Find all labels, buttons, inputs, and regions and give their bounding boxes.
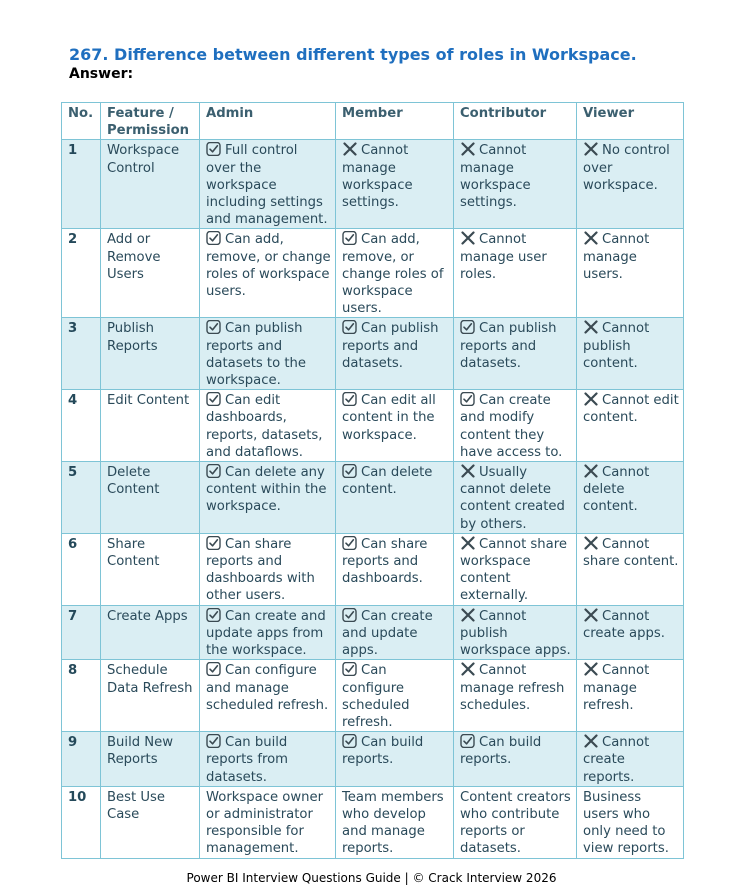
contributor-permission-text: Cannot publish workspace apps. bbox=[460, 608, 571, 659]
admin-permission-text: Can configure and manage scheduled refresh. bbox=[206, 663, 329, 713]
row-number: 3 bbox=[62, 318, 101, 390]
check-box-icon bbox=[342, 392, 358, 406]
table-row bbox=[62, 318, 684, 390]
viewer-permission-text: Cannot publish content. bbox=[583, 321, 650, 371]
header-admin: Admin bbox=[200, 103, 336, 140]
row-number: 10 bbox=[62, 786, 101, 858]
contributor-permission-text: Cannot manage user roles. bbox=[460, 232, 547, 282]
cross-icon bbox=[583, 662, 599, 676]
contributor-cell bbox=[454, 390, 577, 462]
viewer-cell bbox=[577, 605, 684, 660]
viewer-permission-text: Cannot manage refresh. bbox=[583, 663, 650, 713]
viewer-permission-text: Cannot share content. bbox=[583, 536, 679, 570]
viewer-cell bbox=[577, 533, 684, 605]
check-box-icon bbox=[206, 392, 222, 406]
check-box-icon bbox=[206, 734, 222, 748]
check-box-icon bbox=[342, 536, 358, 550]
member-cell bbox=[336, 318, 454, 390]
check-box-icon bbox=[206, 608, 222, 622]
table-row bbox=[62, 390, 684, 462]
member-permission-text: Can delete content. bbox=[342, 465, 433, 498]
table-row bbox=[62, 786, 684, 858]
member-cell bbox=[336, 786, 454, 858]
contributor-cell bbox=[454, 229, 577, 318]
row-number: 5 bbox=[62, 462, 101, 534]
admin-cell bbox=[200, 732, 336, 787]
contributor-cell bbox=[454, 462, 577, 534]
contributor-permission-text: Content creators who contribute reports or datasets. bbox=[460, 789, 571, 857]
admin-permission-text: Workspace owner or administrator responsible for management. bbox=[206, 789, 324, 857]
admin-cell bbox=[200, 462, 336, 534]
answer-label: Answer: bbox=[69, 66, 134, 82]
check-box-icon bbox=[342, 608, 358, 622]
table-row bbox=[62, 140, 684, 229]
cross-icon bbox=[583, 536, 599, 550]
feature-cell: Delete Content bbox=[101, 462, 200, 534]
cross-icon bbox=[583, 142, 599, 156]
member-cell bbox=[336, 390, 454, 462]
cross-icon bbox=[460, 464, 476, 478]
table-row bbox=[62, 732, 684, 787]
admin-cell bbox=[200, 318, 336, 390]
viewer-permission-text: Cannot create apps. bbox=[583, 608, 665, 641]
admin-cell bbox=[200, 605, 336, 660]
viewer-cell bbox=[577, 229, 684, 318]
admin-permission-text: Can add, remove, or change roles of workspace users. bbox=[206, 232, 331, 300]
member-cell bbox=[336, 140, 454, 229]
check-box-icon bbox=[460, 392, 476, 406]
check-box-icon bbox=[342, 662, 358, 676]
admin-cell bbox=[200, 229, 336, 318]
cross-icon bbox=[460, 142, 476, 156]
admin-permission-text: Can create and update apps from the workspace. bbox=[206, 608, 326, 659]
viewer-cell bbox=[577, 318, 684, 390]
table-row bbox=[62, 533, 684, 605]
member-permission-text: Can create and update apps. bbox=[342, 608, 433, 659]
viewer-permission-text: Business users who only need to view reports. bbox=[583, 789, 669, 857]
contributor-permission-text: Can create and modify content they have access to. bbox=[460, 393, 563, 460]
cross-icon bbox=[583, 734, 599, 748]
header-no: No. bbox=[62, 103, 101, 140]
contributor-cell bbox=[454, 786, 577, 858]
admin-cell bbox=[200, 140, 336, 229]
check-box-icon bbox=[206, 536, 222, 550]
table-row bbox=[62, 605, 684, 660]
viewer-permission-text: No control over workspace. bbox=[583, 143, 670, 193]
cross-icon bbox=[460, 536, 476, 550]
header-contributor: Contributor bbox=[454, 103, 577, 140]
member-permission-text: Team members who develop and manage reports. bbox=[342, 789, 444, 857]
check-box-icon bbox=[342, 231, 358, 245]
cross-icon bbox=[583, 392, 599, 406]
row-number: 4 bbox=[62, 390, 101, 462]
member-cell bbox=[336, 229, 454, 318]
viewer-cell bbox=[577, 390, 684, 462]
member-cell bbox=[336, 605, 454, 660]
member-permission-text: Cannot manage workspace settings. bbox=[342, 143, 413, 211]
member-permission-text: Can add, remove, or change roles of workspace users. bbox=[342, 232, 444, 317]
admin-permission-text: Full control over the workspace including settings and management. bbox=[206, 143, 328, 228]
admin-permission-text: Can delete any content within the workspace. bbox=[206, 465, 327, 515]
contributor-cell bbox=[454, 660, 577, 732]
viewer-cell bbox=[577, 140, 684, 229]
member-cell bbox=[336, 533, 454, 605]
contributor-cell bbox=[454, 533, 577, 605]
roles-comparison-table bbox=[61, 102, 684, 859]
contributor-cell bbox=[454, 318, 577, 390]
viewer-cell bbox=[577, 462, 684, 534]
viewer-cell bbox=[577, 660, 684, 732]
table-row bbox=[62, 462, 684, 534]
cross-icon bbox=[460, 608, 476, 622]
admin-cell bbox=[200, 660, 336, 732]
table-row bbox=[62, 229, 684, 318]
cross-icon bbox=[583, 231, 599, 245]
admin-cell bbox=[200, 786, 336, 858]
cross-icon bbox=[583, 464, 599, 478]
header-viewer: Viewer bbox=[577, 103, 684, 140]
check-box-icon bbox=[206, 231, 222, 245]
member-permission-text: Can share reports and dashboards. bbox=[342, 536, 428, 587]
contributor-cell bbox=[454, 732, 577, 787]
feature-cell: Build New Reports bbox=[101, 732, 200, 787]
contributor-permission-text: Can build reports. bbox=[460, 735, 542, 768]
cross-icon bbox=[342, 142, 358, 156]
contributor-permission-text: Can publish reports and datasets. bbox=[460, 321, 557, 371]
cross-icon bbox=[583, 320, 599, 334]
admin-cell bbox=[200, 390, 336, 462]
row-number: 2 bbox=[62, 229, 101, 318]
cross-icon bbox=[460, 231, 476, 245]
member-permission-text: Can edit all content in the workspace. bbox=[342, 393, 436, 443]
table-header-row bbox=[62, 103, 684, 140]
check-box-icon bbox=[206, 662, 222, 676]
check-box-icon bbox=[460, 734, 476, 748]
member-permission-text: Can build reports. bbox=[342, 735, 424, 768]
check-box-icon bbox=[206, 320, 222, 334]
admin-permission-text: Can share reports and dashboards with other users. bbox=[206, 536, 315, 604]
row-number: 7 bbox=[62, 605, 101, 660]
member-permission-text: Can configure scheduled refresh. bbox=[342, 663, 410, 730]
cross-icon bbox=[460, 662, 476, 676]
contributor-cell bbox=[454, 605, 577, 660]
feature-cell: Best Use Case bbox=[101, 786, 200, 858]
page-footer: Power BI Interview Questions Guide | © Crack Interview 2026 bbox=[186, 871, 557, 885]
admin-permission-text: Can edit dashboards, reports, datasets, and dataflows. bbox=[206, 393, 323, 460]
feature-cell: Publish Reports bbox=[101, 318, 200, 390]
viewer-permission-text: Cannot manage users. bbox=[583, 232, 650, 282]
row-number: 9 bbox=[62, 732, 101, 787]
viewer-permission-text: Cannot delete content. bbox=[583, 465, 650, 515]
table-row bbox=[62, 660, 684, 732]
contributor-permission-text: Cannot manage workspace settings. bbox=[460, 143, 531, 211]
feature-cell: Workspace Control bbox=[101, 140, 200, 229]
check-box-icon bbox=[342, 464, 358, 478]
contributor-permission-text: Usually cannot delete content created by others. bbox=[460, 465, 565, 532]
row-number: 1 bbox=[62, 140, 101, 229]
feature-cell: Create Apps bbox=[101, 605, 200, 660]
viewer-cell bbox=[577, 732, 684, 787]
contributor-cell bbox=[454, 140, 577, 229]
cross-icon bbox=[583, 608, 599, 622]
question-title: 267. Difference between different types of roles in Workspace. bbox=[69, 45, 637, 64]
viewer-cell bbox=[577, 786, 684, 858]
viewer-permission-text: Cannot edit content. bbox=[583, 393, 679, 426]
check-box-icon bbox=[206, 464, 222, 478]
feature-cell: Schedule Data Refresh bbox=[101, 660, 200, 732]
admin-permission-text: Can build reports from datasets. bbox=[206, 735, 289, 785]
admin-cell bbox=[200, 533, 336, 605]
check-box-icon bbox=[460, 320, 476, 334]
member-cell bbox=[336, 660, 454, 732]
contributor-permission-text: Cannot share workspace content externally. bbox=[460, 536, 567, 604]
member-permission-text: Can publish reports and datasets. bbox=[342, 321, 439, 371]
feature-cell: Add or Remove Users bbox=[101, 229, 200, 318]
member-cell bbox=[336, 732, 454, 787]
check-box-icon bbox=[342, 734, 358, 748]
feature-cell: Edit Content bbox=[101, 390, 200, 462]
feature-cell: Share Content bbox=[101, 533, 200, 605]
header-feature: Feature / Permission bbox=[101, 103, 200, 140]
viewer-permission-text: Cannot create reports. bbox=[583, 735, 650, 785]
header-member: Member bbox=[336, 103, 454, 140]
contributor-permission-text: Cannot manage refresh schedules. bbox=[460, 663, 565, 713]
row-number: 8 bbox=[62, 660, 101, 732]
check-box-icon bbox=[206, 142, 222, 156]
admin-permission-text: Can publish reports and datasets to the workspace. bbox=[206, 321, 306, 389]
member-cell bbox=[336, 462, 454, 534]
row-number: 6 bbox=[62, 533, 101, 605]
check-box-icon bbox=[342, 320, 358, 334]
